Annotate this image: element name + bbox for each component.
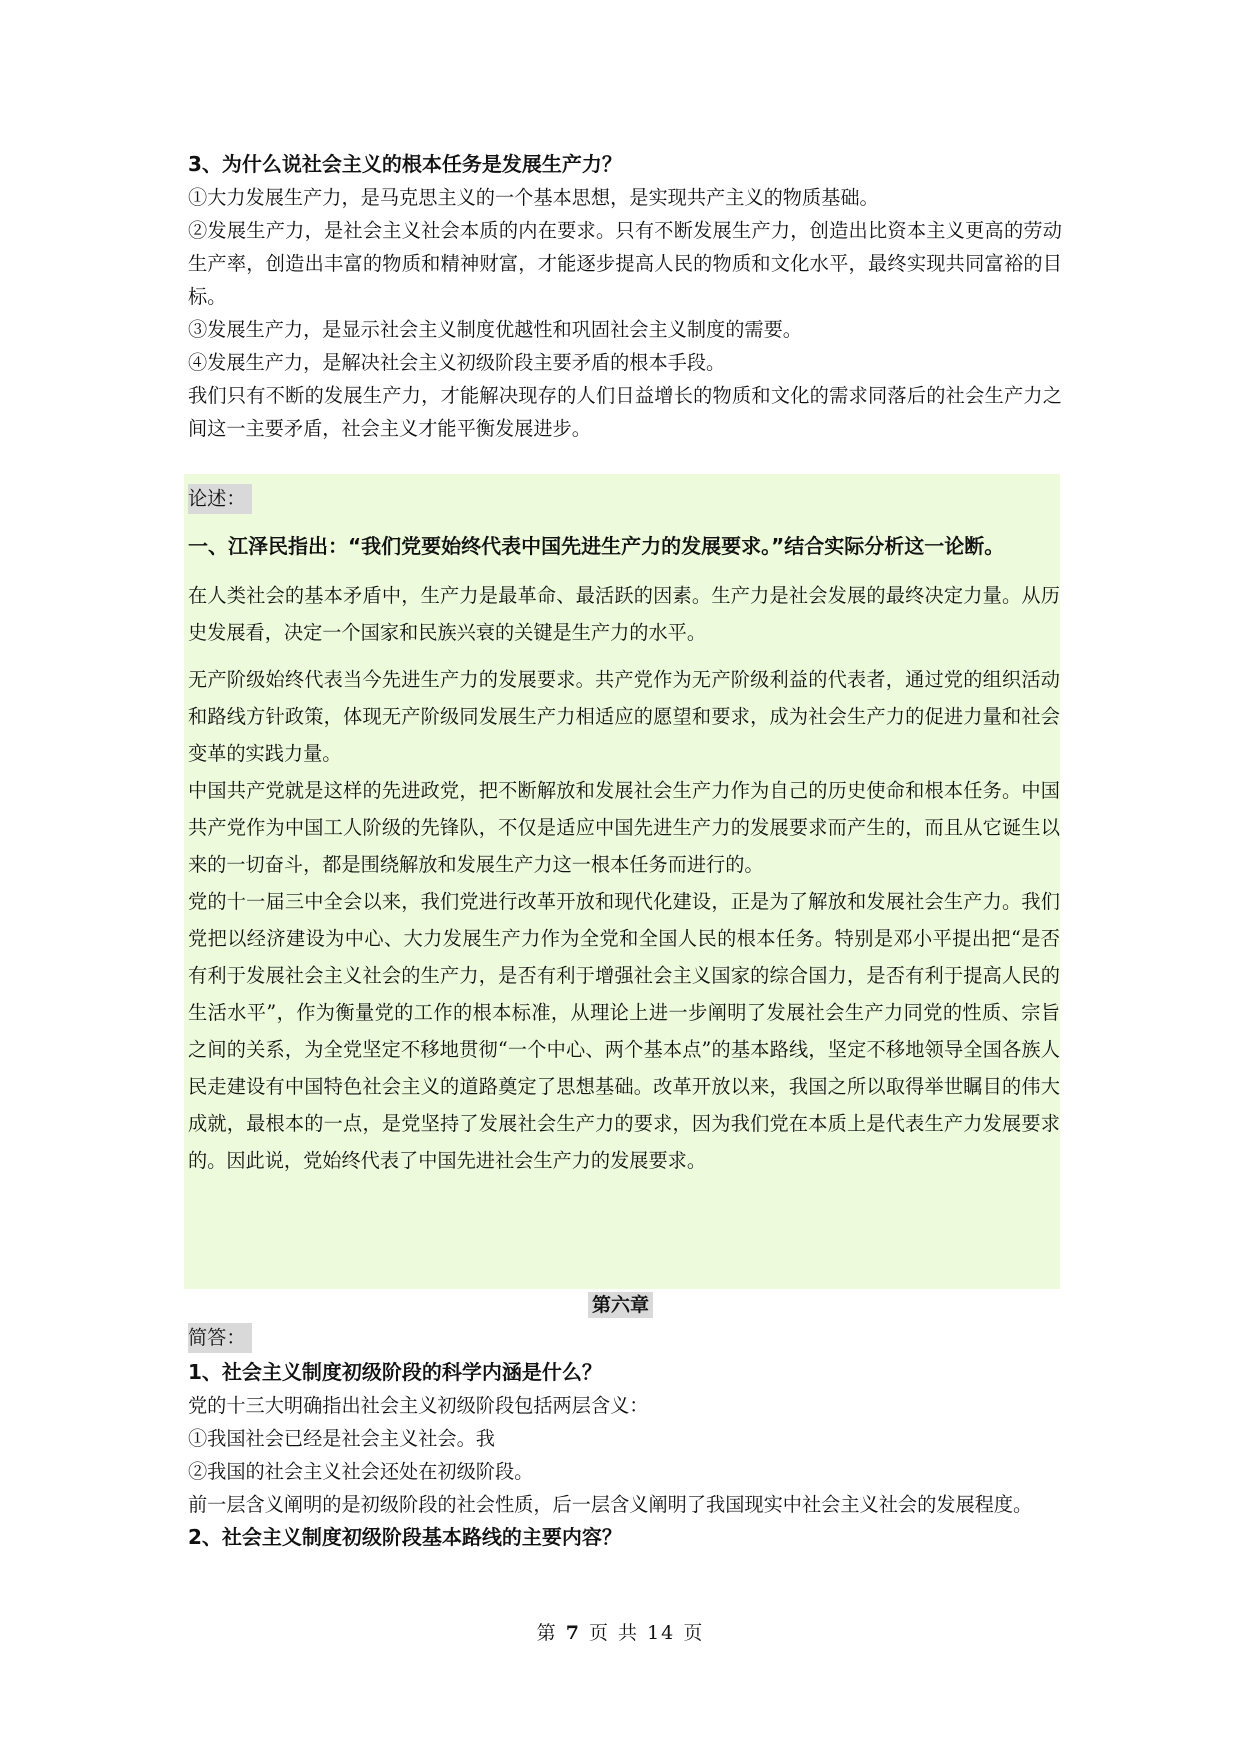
section-3 (188, 148, 1062, 445)
paragraph: ①我国社会已经是社会主义社会。我 (188, 1427, 495, 1450)
paragraph: ④发展生产力，是解决社会主义初级阶段主要矛盾的根本手段。 (188, 351, 726, 374)
paragraph: 前一层含义阐明的是初级阶段的社会性质，后一层含义阐明了我国现实中社会主义社会的发展程度。 (188, 1493, 1033, 1516)
paragraph: ②我国的社会主义社会还处在初级阶段。 (188, 1460, 534, 1483)
short-answer-label: 简答： (188, 1323, 252, 1353)
paragraph: 党的十一届三中全会以来，我们党进行改革开放和现代化建设，正是为了解放和发展社会生产力。我们党把以经济建设为中心、大力发展生产力作为全党和全国人民的根本任务。特别是邓小平提出把“是否有利于发展社会主义社会的生产力，是否有利于增强社会主义国家的综合国力，是否有利于提高人民的生活水平”，作为衡量党的工作的根本标准，从理论上进一步阐明了发展社会生产力同党的性质、宗旨之间的关系，为全党坚定不移地贯彻“一个中心、两个基本点”的基本路线，坚定不移地领导全国各族人民走建设有中国特色社会主义的道路奠定了思想基础。改革开放以来，我国之所以取得举世瞩目的伟大成就，最根本的一点，是党坚持了发展社会生产力的要求，因为我们党在本质上是代表生产力发展要求的。因此说，党始终代表了中国先进社会生产力的发展要求。 (188, 890, 1060, 1172)
footer-page-number: 7 (565, 1622, 581, 1644)
footer-prefix: 第 (536, 1622, 558, 1644)
short-answer-content (188, 1356, 1062, 1554)
paragraph: 党的十三大明确指出社会主义初级阶段包括两层含义： (188, 1394, 649, 1417)
paragraph: ②发展生产力，是社会主义社会本质的内在要求。只有不断发展生产力，创造出比资本主义更高的劳动生产率，创造出丰富的物质和精神财富，才能逐步提高人民的物质和文化水平，最终实现共同富裕的目标。 (188, 219, 1062, 308)
discussion-content (188, 528, 1060, 1179)
paragraph: ①大力发展生产力，是马克思主义的一个基本思想，是实现共产主义的物质基础。 (188, 186, 879, 209)
question-2: 2、社会主义制度初级阶段基本路线的主要内容？ (188, 1525, 622, 1549)
chapter-title: 第六章 (588, 1292, 653, 1318)
footer-total-pages: 14 (647, 1622, 676, 1644)
discussion-question: 一、江泽民指出：“我们党要始终代表中国先进生产力的发展要求。”结合实际分析这一论断。 (188, 534, 1005, 558)
chapter-heading (0, 1290, 1241, 1317)
paragraph: 在人类社会的基本矛盾中，生产力是最革命、最活跃的因素。生产力是社会发展的最终决定力量。从历史发展看，决定一个国家和民族兴衰的关键是生产力的水平。 (188, 584, 1060, 644)
paragraph: ③发展生产力，是显示社会主义制度优越性和巩固社会主义制度的需要。 (188, 318, 802, 341)
paragraph: 无产阶级始终代表当今先进生产力的发展要求。共产党作为无产阶级利益的代表者，通过党的组织活动和路线方针政策，体现无产阶级同发展生产力相适应的愿望和要求，成为社会生产力的促进力量和社会变革的实践力量。 (188, 668, 1060, 765)
footer-middle: 页 共 (589, 1622, 640, 1644)
page-footer (0, 1618, 1241, 1645)
paragraph: 我们只有不断的发展生产力，才能解决现存的人们日益增长的物质和文化的需求同落后的社会生产力之间这一主要矛盾，社会主义才能平衡发展进步。 (188, 384, 1062, 440)
discussion-label: 论述： (188, 484, 252, 514)
question-1: 1、社会主义制度初级阶段的科学内涵是什么？ (188, 1360, 602, 1384)
footer-suffix: 页 (683, 1622, 705, 1644)
paragraph: 中国共产党就是这样的先进政党，把不断解放和发展社会生产力作为自己的历史使命和根本任务。中国共产党作为中国工人阶级的先锋队，不仅是适应中国先进生产力的发展要求而产生的，而且从它诞生以来的一切奋斗，都是围绕解放和发展生产力这一根本任务而进行的。 (188, 779, 1060, 876)
question-3: 3、为什么说社会主义的根本任务是发展生产力？ (188, 152, 622, 176)
